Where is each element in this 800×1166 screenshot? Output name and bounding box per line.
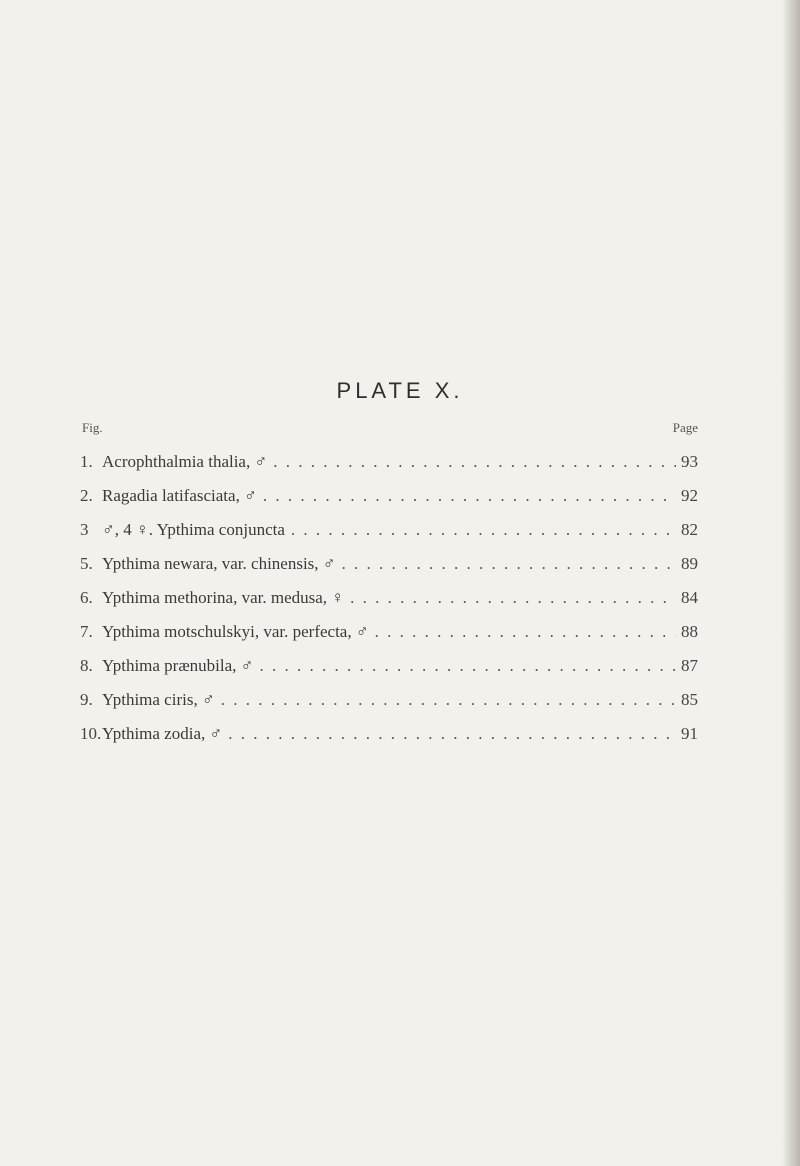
- figure-number: 10.: [80, 724, 102, 743]
- species-name: Ypthima motschulskyi, var. perfecta, ♂: [102, 622, 369, 641]
- page-number: 85: [681, 690, 698, 709]
- figure-number: 5.: [80, 554, 93, 573]
- dot-leader: [336, 554, 676, 574]
- page-number: 93: [681, 452, 698, 471]
- dot-leader: [267, 452, 676, 472]
- page-column-label: Page: [672, 420, 698, 435]
- list-item: [80, 724, 698, 758]
- page-number: 91: [681, 724, 698, 743]
- page-number: 92: [681, 486, 698, 505]
- fig-column-label: Fig.: [82, 420, 103, 435]
- list-item: [80, 588, 698, 622]
- species-name: Ypthima zodia, ♂: [102, 724, 223, 743]
- figure-number: 2.: [80, 486, 93, 505]
- list-item: [80, 520, 698, 554]
- dot-leader: [369, 622, 676, 642]
- dot-leader: [253, 656, 676, 676]
- figure-number: 7.: [80, 622, 93, 641]
- species-name: ♂, 4 ♀. Ypthima conjuncta: [102, 520, 285, 539]
- species-name: Acrophthalmia thalia, ♂: [102, 452, 268, 471]
- species-name: Ypthima ciris, ♂: [102, 690, 215, 709]
- dot-leader: [257, 486, 676, 506]
- page-edge-shadow: [782, 0, 800, 1166]
- list-item: [80, 622, 698, 656]
- figure-number: 3: [80, 520, 89, 539]
- page-number: 88: [681, 622, 698, 641]
- figure-number: 1.: [80, 452, 93, 471]
- species-name: Ragadia latifasciata, ♂: [102, 486, 257, 505]
- page-number: 82: [681, 520, 698, 539]
- species-name: Ypthima newara, var. chinensis, ♂: [102, 554, 336, 573]
- list-item: [80, 554, 698, 588]
- species-name: Ypthima methorina, var. medusa, ♀: [102, 588, 345, 607]
- dot-leader: [215, 690, 676, 710]
- dot-leader: [285, 520, 676, 540]
- page-number: 89: [681, 554, 698, 573]
- dot-leader: [344, 588, 676, 608]
- dot-leader: [222, 724, 676, 744]
- species-name: Ypthima prænubila, ♂: [102, 656, 254, 675]
- figure-number: 9.: [80, 690, 93, 709]
- list-item: [80, 452, 698, 486]
- plate-title: PLATE X.: [336, 378, 464, 403]
- column-headers: [82, 420, 698, 438]
- page-number: 84: [681, 588, 698, 607]
- list-item: [80, 690, 698, 724]
- figure-number: 8.: [80, 656, 93, 675]
- page-number: 87: [681, 656, 698, 675]
- figure-list: [80, 452, 698, 758]
- list-item: [80, 486, 698, 520]
- list-item: [80, 656, 698, 690]
- figure-number: 6.: [80, 588, 93, 607]
